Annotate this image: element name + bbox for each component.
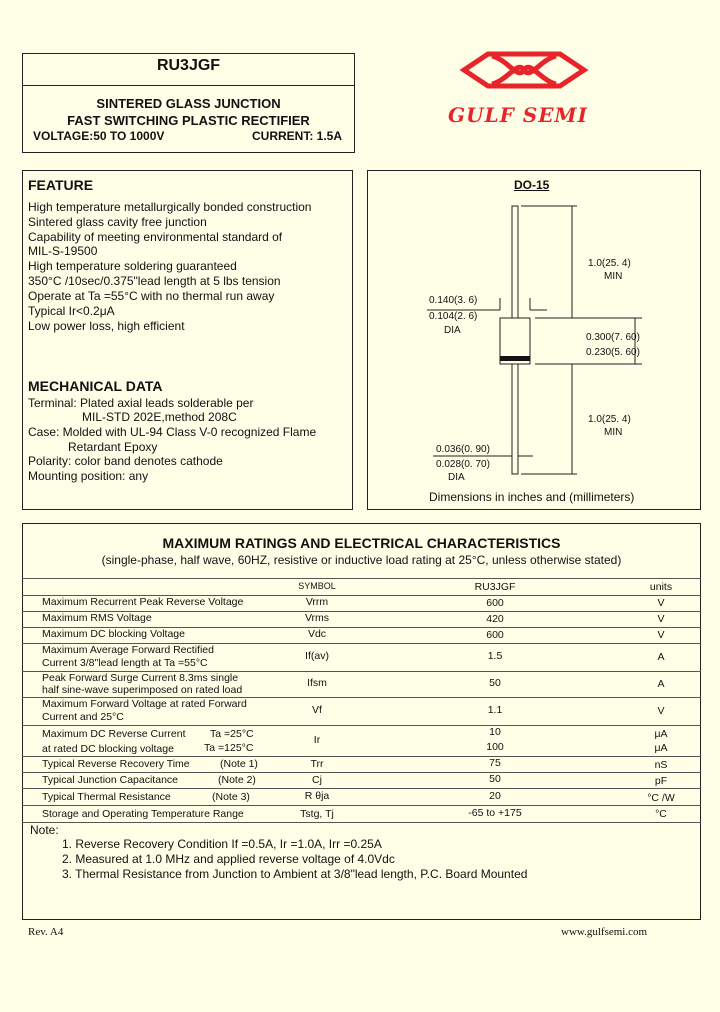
table-row-value: 1.1	[487, 704, 503, 716]
table-rule	[22, 822, 701, 823]
ratings-title: MAXIMUM RATINGS AND ELECTRICAL CHARACTERISTICS	[162, 535, 561, 551]
feature-item: Typical Ir<0.2μA	[28, 304, 115, 318]
part-title-box	[22, 53, 355, 153]
table-rule	[22, 756, 701, 757]
feature-item: High temperature soldering guaranteed	[28, 259, 237, 273]
table-row-param: Maximum Average Forward Rectified	[42, 644, 214, 656]
table-row-unit: μA	[654, 728, 668, 740]
table-row-param: at rated DC blocking voltage	[42, 743, 174, 755]
table-row-symbol: Ir	[313, 734, 321, 746]
table-row-symbol: Vdc	[307, 628, 327, 640]
table-row-param: Typical Junction Capacitance	[42, 774, 178, 786]
diode-drawing-icon	[367, 170, 701, 510]
table-row-unit: nS	[654, 759, 668, 771]
table-rule	[22, 805, 701, 806]
table-row-note: (Note 1)	[220, 758, 258, 770]
table-row-symbol: Ifsm	[307, 677, 327, 689]
feature-item: Sintered glass cavity free junction	[28, 215, 207, 229]
table-rule	[22, 578, 701, 579]
table-row-param: Typical Thermal Resistance	[42, 791, 171, 803]
table-row-param: Peak Forward Surge Current 8.3ms single	[42, 672, 239, 684]
table-row-symbol: Vrrm	[305, 596, 329, 608]
table-row-symbol: Tstg, Tj	[300, 808, 334, 820]
table-row-unit: pF	[654, 775, 668, 787]
body-length-min: 0.230(5. 60)	[586, 347, 640, 358]
table-row-param: Typical Reverse Recovery Time	[42, 758, 190, 770]
table-row-value: 50	[489, 773, 501, 785]
table-row-value: 600	[486, 597, 504, 609]
table-row-param: Maximum Forward Voltage at rated Forward	[42, 698, 247, 710]
logo-text: GULF SEMI	[448, 103, 588, 127]
table-row-symbol: Trr	[310, 758, 324, 770]
table-row-symbol: Vf	[312, 704, 322, 716]
header-part: RU3JGF	[474, 581, 516, 593]
ratings-subtitle: (single-phase, half wave, 60HZ, resistive or inductive load rating at 25°C, unless otherwise stated)	[101, 553, 622, 567]
feature-item: Operate at Ta =55°C with no thermal run away	[28, 289, 275, 303]
body-dia-label: DIA	[444, 325, 461, 336]
table-row-param: Current and 25°C	[42, 711, 124, 723]
table-row-note: (Note 3)	[212, 791, 250, 803]
voltage-rating: VOLTAGE:50 TO 1000V	[33, 129, 165, 143]
header-symbol: SYMBOL	[298, 581, 336, 591]
table-row-value: 75	[489, 757, 501, 769]
package-name: DO-15	[514, 178, 550, 192]
table-rule	[22, 772, 701, 773]
part-title-line1: SINTERED GLASS JUNCTION	[96, 96, 281, 111]
table-row-unit: V	[657, 705, 665, 717]
feature-item: 350°C /10sec/0.375"lead length at 5 lbs tension	[28, 274, 281, 288]
feature-item: Low power loss, high efficient	[28, 319, 185, 333]
table-row-unit: A	[657, 678, 665, 690]
revision-label: Rev. A4	[28, 926, 64, 938]
table-rule	[22, 725, 701, 726]
table-row-value: 1.5	[487, 650, 503, 662]
table-row-unit: V	[657, 629, 665, 641]
table-row-param: Maximum RMS Voltage	[42, 612, 152, 624]
table-row-unit: V	[657, 597, 665, 609]
table-row-value: 100	[486, 741, 504, 753]
table-rule	[22, 788, 701, 789]
part-number: RU3JGF	[156, 57, 221, 74]
lead-dia-max: 0.036(0. 90)	[436, 444, 490, 455]
table-row-value: 20	[489, 790, 501, 802]
lead-dia-min: 0.028(0. 70)	[436, 459, 490, 470]
mechanical-item: Retardant Epoxy	[68, 440, 158, 454]
notes-title: Note:	[30, 823, 59, 837]
table-row-param: half sine-wave superimposed on rated load	[42, 684, 243, 696]
table-row-symbol: Vrms	[304, 612, 330, 624]
gulf-semi-logo-icon	[458, 50, 590, 100]
mechanical-item: Case: Molded with UL-94 Class V-0 recognized Flame	[28, 425, 317, 439]
table-row-unit: V	[657, 613, 665, 625]
note-item: 2. Measured at 1.0 MHz and applied reverse voltage of 4.0Vdc	[62, 852, 395, 866]
note-item: 3. Thermal Resistance from Junction to Ambient at 3/8"lead length, P.C. Board Mounted	[62, 867, 528, 881]
header-units: units	[649, 581, 673, 593]
part-title-line2: FAST SWITCHING PLASTIC RECTIFIER	[67, 113, 310, 128]
table-row-unit: μA	[654, 742, 668, 754]
table-row-param: Storage and Operating Temperature Range	[42, 808, 244, 820]
table-row-value: 10	[489, 726, 501, 738]
mechanical-title: MECHANICAL DATA	[28, 378, 163, 394]
table-row-param: Maximum DC blocking Voltage	[42, 628, 185, 640]
table-row-param: Maximum Recurrent Peak Reverse Voltage	[42, 596, 244, 608]
lead-length-top-value: 1.0(25. 4)	[588, 258, 631, 269]
table-row-condition: Ta =125°C	[204, 742, 254, 754]
website-url: www.gulfsemi.com	[561, 926, 648, 938]
body-dia-max: 0.140(3. 6)	[429, 295, 478, 306]
divider	[23, 85, 354, 86]
table-row-value: 600	[486, 629, 504, 641]
body-dia-min: 0.104(2. 6)	[429, 311, 478, 322]
table-row-value: -65 to +175	[468, 807, 522, 819]
feature-title: FEATURE	[28, 177, 94, 193]
table-row-symbol: R θja	[304, 790, 330, 802]
table-row-param: Maximum DC Reverse Current	[42, 728, 186, 740]
body-length-max: 0.300(7. 60)	[586, 332, 640, 343]
feature-item: Capability of meeting environmental standard of	[28, 230, 283, 244]
lead-length-bottom-min: MIN	[604, 427, 623, 438]
lead-length-top-min: MIN	[604, 271, 623, 282]
feature-item: MIL-S-19500	[28, 244, 98, 258]
table-row-note: (Note 2)	[218, 774, 256, 786]
lead-length-bottom-value: 1.0(25. 4)	[588, 414, 631, 425]
mechanical-item: Mounting position: any	[28, 469, 149, 483]
note-item: 1. Reverse Recovery Condition If =0.5A, Ir =1.0A, Irr =0.25A	[62, 837, 382, 851]
table-row-param: Current 3/8"lead length at Ta =55°C	[42, 657, 208, 669]
table-row-value: 420	[486, 613, 504, 625]
dimension-caption: Dimensions in inches and (millimeters)	[429, 490, 635, 504]
table-row-condition: Ta =25°C	[210, 728, 254, 740]
table-row-symbol: If(av)	[305, 650, 329, 662]
mechanical-item: MIL-STD 202E,method 208C	[82, 410, 237, 424]
table-row-unit: °C /W	[647, 792, 675, 804]
feature-item: High temperature metallurgically bonded construction	[28, 200, 312, 214]
table-row-symbol: Cj	[312, 774, 322, 786]
table-row-unit: °C	[655, 808, 667, 820]
table-row-value: 50	[489, 677, 501, 689]
table-row-unit: A	[657, 651, 665, 663]
mechanical-item: Polarity: color band denotes cathode	[28, 454, 223, 468]
current-rating: CURRENT: 1.5A	[251, 129, 342, 143]
lead-dia-label: DIA	[448, 472, 465, 483]
mechanical-item: Terminal: Plated axial leads solderable per	[28, 396, 254, 410]
